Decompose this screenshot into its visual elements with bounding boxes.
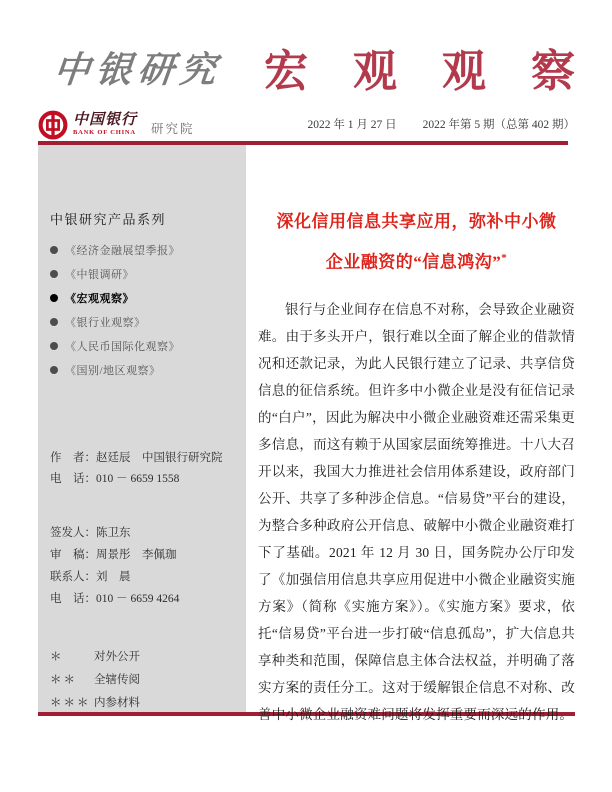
article-abstract: 银行与企业间存在信息不对称，会导致企业融资难。由于多头开户，银行难以全面了解企业的借款情况和还款记录，为此人民银行建立了记录、共享信贷信息的征信系统。但许多中小微企业是没有征信记录的“白户”，因此为解决中小微企业融资难还需采集更多信息，而这有赖于从国家层面统筹推进。十八大召开以来，我国大力推进社会信用体系建设，政府部门公开、共享了多种涉企信息。“信易贷”平台的建设，为整合多种政府公开信息、破解中小微企业融资难打下了基础。2021 年 12 月 30 日，国务院办公厅印发了《加强信用信息共享应用促进中小微企业融资实施方案》（简称《实施方案》）。《实施方案》要求，依托“信易贷”平台进一步打破“信息孤岛”，扩大信息共享种类和范围，保障信息主体合法权益，并明确了落实方案的责任分工。这对于缓解银企信息不对称、改善中小微企业融资难问题将发挥重要而深远的作用。 [258, 301, 575, 722]
author-block [50, 448, 236, 490]
asterisk-marker: ＊＊＊ [50, 697, 91, 709]
bank-name-cn: 中国银行 [73, 112, 138, 129]
asterisk-marker: ＊＊ [50, 674, 77, 686]
series-item-label: 《经济金融展望季报》 [65, 245, 180, 257]
legend-row [50, 646, 236, 669]
series-item-label: 《银行业观察》 [65, 317, 146, 329]
bullet-icon [50, 366, 58, 374]
reviewer-line: 审 稿：周景彤 李佩珈 [50, 549, 177, 561]
publication-title: 宏 观 观 察 [264, 47, 592, 96]
series-item-label: 《宏观观察》 [65, 293, 134, 305]
series-item [50, 314, 236, 330]
issue-date: 2022 年 1 月 27 日 [307, 119, 397, 131]
brand-calligraphy: 中银研究 [51, 48, 224, 91]
distribution-legend [50, 646, 236, 715]
legend-row [50, 669, 236, 692]
series-item-label: 《国别/地区观察》 [65, 365, 161, 377]
approval-block [50, 522, 236, 610]
masthead [38, 28, 592, 106]
series-item [50, 338, 236, 354]
issuer-line: 签发人：陈卫东 [50, 527, 131, 539]
asterisk-marker: ＊ [50, 651, 64, 663]
footnote-asterisk: * [501, 252, 508, 264]
legend-label: 对外公开 [94, 651, 140, 663]
series-item [50, 242, 236, 258]
legend-label: 全辖传阅 [94, 674, 140, 686]
series-item-label: 《人民币国际化观察》 [65, 341, 180, 353]
main-content [258, 203, 575, 728]
article-title-line1: 深化信用信息共享应用，弥补中小微 [276, 212, 557, 231]
bullet-icon [50, 342, 58, 350]
contact-line: 联系人：刘 晨 [50, 571, 131, 583]
header-meta [308, 116, 576, 134]
article-title [258, 203, 575, 281]
series-item [50, 362, 236, 378]
bullet-icon [50, 246, 58, 254]
series-item-label: 《中银调研》 [65, 269, 134, 281]
bank-logo-group [38, 110, 195, 140]
author-phone-line: 电 话：010 － 6659 1558 [50, 473, 180, 485]
legend-label: 内参材料 [94, 697, 140, 709]
series-item-current [50, 290, 236, 306]
author-line: 作 者：赵廷辰 中国银行研究院 [50, 452, 223, 464]
bullet-icon [50, 270, 58, 278]
series-title: 中银研究产品系列 [50, 212, 167, 227]
contact-phone-line: 电 话：010 － 6659 4264 [50, 593, 180, 605]
boc-coin-logo-icon [38, 110, 68, 140]
bank-name-en: BANK OF CHINA [73, 129, 136, 137]
sidebar [38, 145, 246, 712]
issue-number: 2022 年第 5 期（总第 402 期） [422, 119, 575, 131]
bank-wordmark [73, 113, 137, 137]
institute-label: 研究院 [151, 122, 195, 136]
bullet-icon [50, 294, 58, 302]
bullet-icon [50, 318, 58, 326]
series-item [50, 266, 236, 282]
header-row [38, 108, 575, 142]
article-title-line2: 企业融资的“信息鸿沟” [325, 252, 502, 272]
